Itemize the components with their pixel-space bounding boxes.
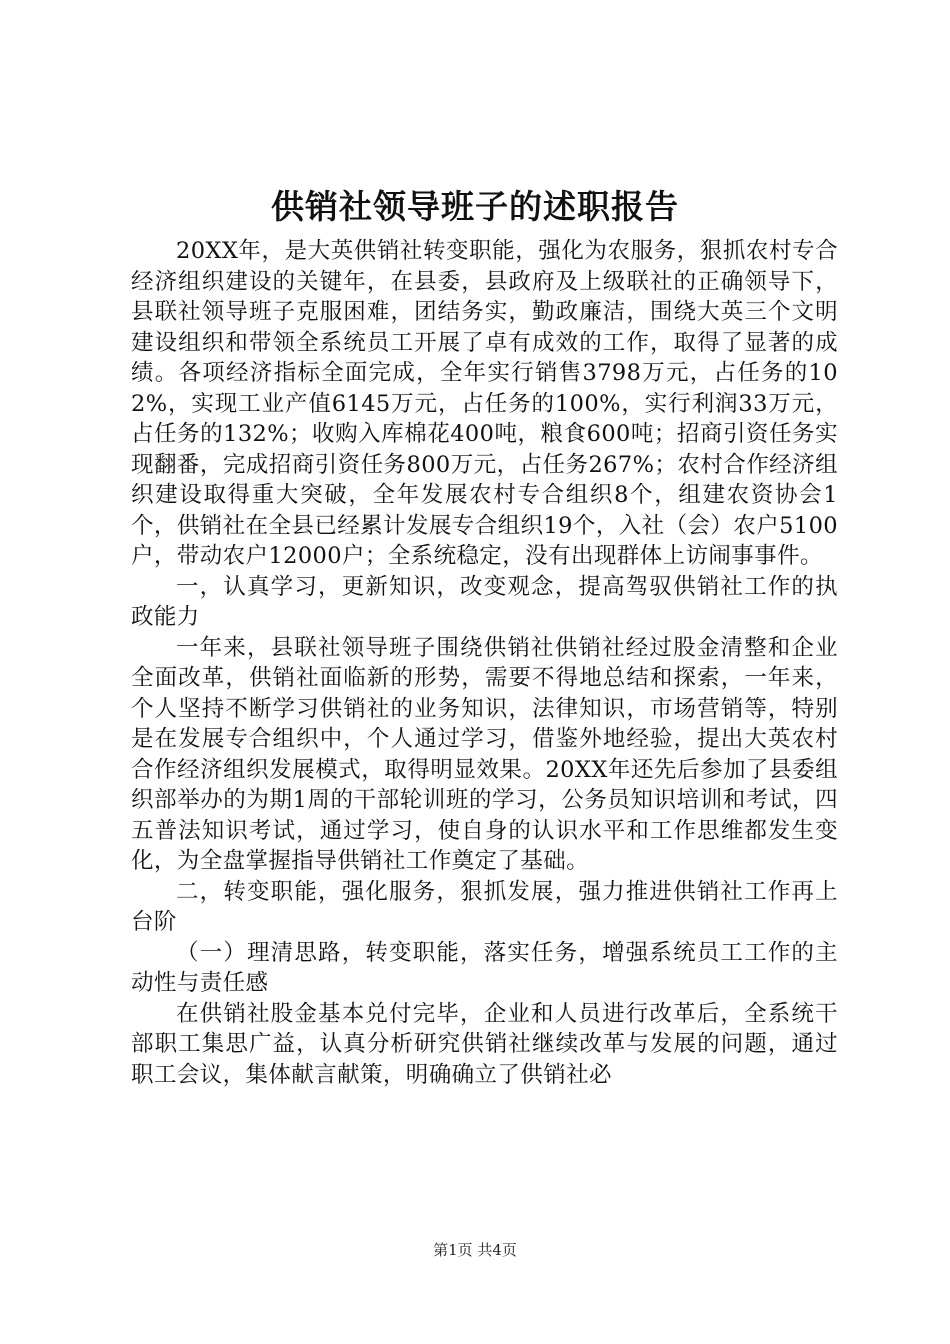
page-footer: 第1页 共4页: [433, 1241, 517, 1259]
paragraph-subsection-1: 在供销社股金基本兑付完毕，企业和人员进行改革后，全系统干部职工集思广益，认真分析研究供销社继续改革与发展的问题，通过职工会议，集体献言献策，明确确立了供销社必: [131, 1000, 838, 1088]
section-heading-2: 二，转变职能，强化服务，狠抓发展，强力推进供销社工作再上台阶: [131, 878, 838, 935]
section-heading-1: 一，认真学习，更新知识，改变观念，提高驾驭供销社工作的执政能力: [131, 573, 838, 630]
document-title: 供销社领导班子的述职报告: [271, 187, 679, 226]
document-body: [131, 236, 838, 1090]
paragraph-section-1: 一年来，县联社领导班子围绕供销社供销社经过股金清整和企业全面改革，供销社面临新的形势，需要不得地总结和探索，一年来，个人坚持不断学习供销社的业务知识，法律知识，市场营销等，特别是在发展专合组织中，个人通过学习，借鉴外地经验，提出大英农村合作经济组织发展模式，取得明显效果。20XX年还先后参加了县委组织部举办的为期1周的干部轮训班的学习，公务员知识培训和考试，四五普法知识考试，通过学习，使自身的认识水平和工作思维都发生变化，为全盘掌握指导供销社工作奠定了基础。: [131, 634, 838, 874]
subsection-heading-1: （一）理清思路，转变职能，落实任务，增强系统员工工作的主动性与责任感: [131, 939, 838, 996]
paragraph-intro: 20XX年，是大英供销社转变职能，强化为农服务，狠抓农村专合经济组织建设的关键年，在县委，县政府及上级联社的正确领导下，县联社领导班子克服困难，团结务实，勤政廉洁，围绕大英三个文明建设组织和带领全系统员工开展了卓有成效的工作，取得了显著的成绩。各项经济指标全面完成，全年实行销售3798万元，占任务的102%，实现工业产值6145万元，占任务的100%，实行利润33万元，占任务的132%；收购入库棉花400吨，粮食600吨；招商引资任务实现翻番，完成招商引资任务800万元，占任务267%；农村合作经济组织建设取得重大突破，全年发展农村专合组织8个，组建农资协会1个，供销社在全县已经累计发展专合组织19个，入社（会）农户5100户，带动农户12000户；全系统稳定，没有出现群体上访闹事事件。: [131, 238, 838, 569]
